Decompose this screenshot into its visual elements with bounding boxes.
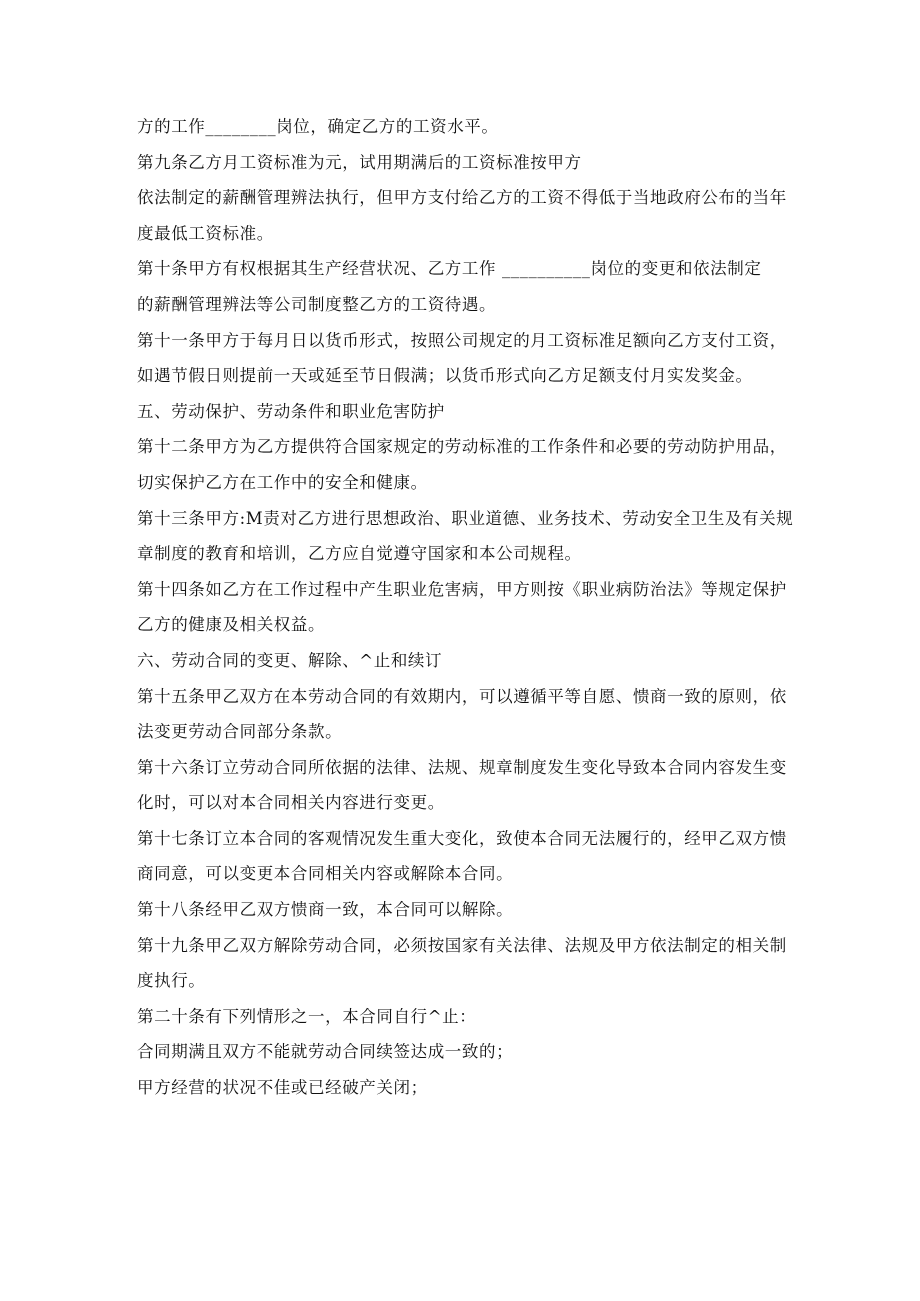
text-line: 第十四条如乙方在工作过程中产生职业危害病，甲方则按《职业病防治法》等规定保护: [137, 579, 787, 599]
text-line: 的薪酬管理辨法等公司制度整乙方的工资待遇。: [137, 294, 497, 314]
text-line: 章制度的教育和培训，乙方应自觉遵守国家和本公司规程。: [137, 544, 582, 564]
text-line: 第二十条有下列情形之一，本合同自行^止：: [137, 1006, 477, 1026]
text-line: 化时，可以对本合同相关内容进行变更。: [137, 793, 445, 813]
text-line: 第十九条甲乙双方解除劳动合同，必须按国家有关法律、法规及甲方依法制定的相关制: [137, 935, 787, 955]
text-line: 第十七条订立本合同的客观情况发生重大变化，致使本合同无法履行的，经甲乙双方愦: [137, 828, 787, 848]
text-line: 度最低工资标准。: [137, 223, 274, 243]
section-heading: 五、劳动保护、劳动条件和职业危害防护: [137, 401, 445, 421]
text-line: 度执行。: [137, 971, 206, 991]
section-heading: 六、劳动合同的变更、解除、^止和续订: [137, 650, 443, 670]
text-line: 合同期满且双方不能就劳动合同续签达成一致的；: [137, 1042, 514, 1062]
text-line: 商同意，可以变更本合同相关内容或解除本合同。: [137, 864, 514, 884]
text-line: 第十条甲方有权根据其生产经营状况、乙方工作 __________岗位的变更和依法制定: [137, 259, 762, 279]
text-line: 乙方的健康及相关权益。: [137, 615, 326, 635]
text-line: 第十八条经甲乙双方愦商一致，本合同可以解除。: [137, 900, 514, 920]
text-line: 第十六条订立劳动合同所依据的法律、法规、规章制度发生变化导致本合同内容发生变: [137, 757, 787, 777]
text-line: 切实保护乙方在工作中的安全和健康。: [137, 472, 428, 492]
text-line: 第九条乙方月工资标准为元，试用期满后的工资标准按甲方: [137, 152, 582, 172]
text-line: 甲方经营的状况不佳或已经破产关闭；: [137, 1078, 428, 1098]
text-line: 第十二条甲方为乙方提供符合国家规定的劳动标准的工作条件和必要的劳动防护用品，: [137, 437, 787, 457]
text-line: 如遇节假日则提前一天或延至节日假满；以货币形式向乙方足额支付月实发奖金。: [137, 366, 753, 386]
text-line: 方的工作________岗位，确定乙方的工资水平。: [137, 117, 499, 136]
text-line: 法变更劳动合同部分条款。: [137, 722, 343, 742]
text-line: 第十三条甲方:M责对乙方进行思想政治、职业道德、业务技术、劳动安全卫生及有关规: [137, 508, 794, 528]
document-body: [137, 114, 797, 1111]
text-line: 第十五条甲乙双方在本劳动合同的有效期内，可以遵循平等自愿、愦商一致的原则，依: [137, 686, 787, 706]
text-line: 第十一条甲方于每月日以货币形式，按照公司规定的月工资标准足额向乙方支付工资，: [137, 330, 787, 350]
text-line: 依法制定的薪酬管理辨法执行，但甲方支付给乙方的工资不得低于当地政府公布的当年: [137, 188, 787, 208]
